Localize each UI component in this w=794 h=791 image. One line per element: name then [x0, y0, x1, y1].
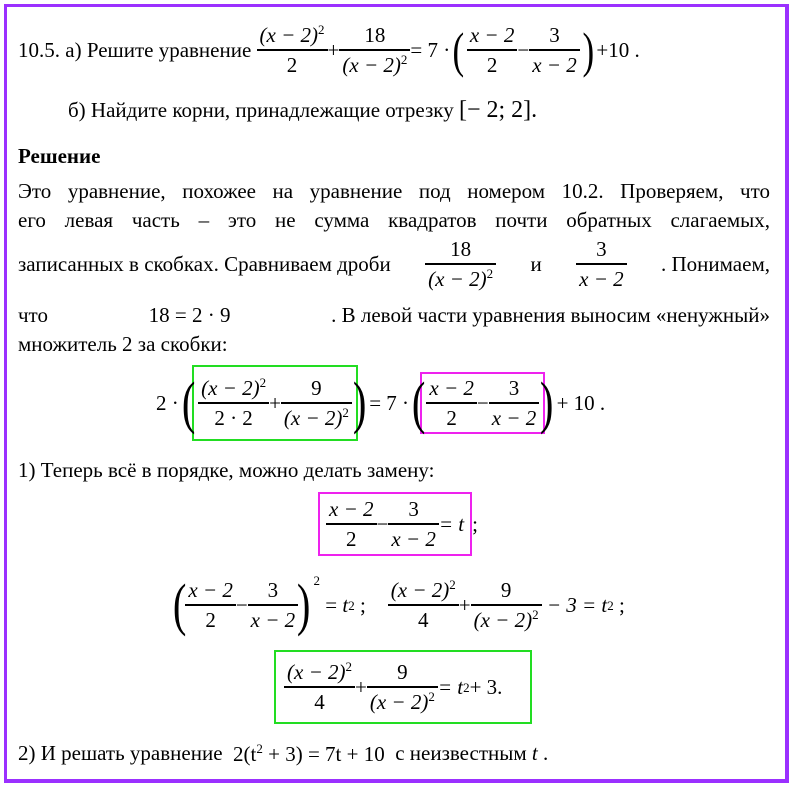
squared-equations-row: ( $\frac{x - 2}{2}$ − $\frac{3}{x - 2}$ ) 2 = t 2 ; $\frac{(x - 2)^2}{4}$ + $\frac{9}{(x - 2)^2}$ − 3 = t 2 ;: [172, 572, 625, 637]
green-box-result: $\frac{(x - 2)^2}{4}$ + $\frac{9}{(x - 2)^2}$ = t 2 + 3.: [274, 650, 532, 724]
fraction-3-over-x-2: $\frac{3}{x - 2}$: [529, 23, 580, 77]
fraction-x-2-over-2: $\frac{x - 2}{2}$: [467, 23, 518, 77]
magenta-box-right: $\frac{x - 2}{2}$ − $\frac{3}{x - 2}$: [420, 372, 545, 434]
problem-part-a: а) Решите уравнение: [65, 37, 252, 62]
problem-number: 10.5.: [18, 37, 60, 62]
problem-part-b: б) Найдите корни, принадлежащие отрезку: [68, 98, 454, 122]
step-2-equation: $2(t^2 + 3) = 7t + 10$: [233, 741, 385, 766]
paragraph-line-2: его левая часть – это не сумма квадратов почти обратных слагаемых,: [18, 208, 770, 232]
paragraph-line-5: множитель 2 за скобки:: [18, 332, 228, 356]
paragraph-line-4: что 18 = 2 · 9 . В левой части уравнения выносим «ненужный»: [18, 303, 770, 327]
equation-factored: 2 · ( $\frac{(x - 2)^2}{2 \cdot 2}$ + $\frac{9}{(x - 2)^2}$ ) = 7 · ( $\frac{x - 2}{2}$ − $\frac{3}{x - 2}$ ) + 10 .: [156, 364, 605, 442]
solution-heading: Решение: [18, 144, 101, 168]
substitution-equation: $\frac{x - 2}{2}$ − $\frac{3}{x - 2}$ = t ;: [318, 492, 478, 556]
paragraph-line-3: записанных в скобках. Сравниваем дроби $\frac{18}{(x - 2)^2}$ и $\frac{3}{x - 2}$ . Понимаем,: [18, 237, 770, 291]
fraction-3-over-x-2-inline: $\frac{3}{x - 2}$: [576, 237, 627, 291]
green-box-left: $\frac{(x - 2)^2}{2 \cdot 2}$ + $\frac{9}{(x - 2)^2}$: [192, 365, 358, 441]
interval: [− 2; 2].: [458, 97, 538, 123]
fraction-18-over-x2sq: $\frac{18}{(x - 2)^2}$: [339, 23, 410, 77]
magenta-box-substitution: $\frac{x - 2}{2}$ − $\frac{3}{x - 2}$ = t: [318, 492, 472, 556]
step-2-line: 2) И решать уравнение $2(t^2 + 3) = 7t + 10$ с неизвестным t .: [18, 741, 549, 766]
fraction-18-over-x2sq-inline: $\frac{18}{(x - 2)^2}$: [425, 237, 496, 291]
paragraph-line-1: Это уравнение, похожее на уравнение под номером 10.2. Проверяем, что: [18, 179, 770, 203]
problem-line-b: [68, 98, 537, 122]
fraction-x2sq-over-2: $\frac{(x - 2)^2}{2}$: [257, 23, 328, 77]
step-1-text: 1) Теперь всё в порядке, можно делать замену:: [18, 458, 435, 482]
problem-line-a: 10.5. а) Решите уравнение $\frac{(x - 2)^2}{2}$ + $\frac{18}{(x - 2)^2}$ = 7 · ( $\frac{x - 2}{2}$ − $\frac{3}{x - 2}$ ) +10 .: [18, 22, 640, 78]
